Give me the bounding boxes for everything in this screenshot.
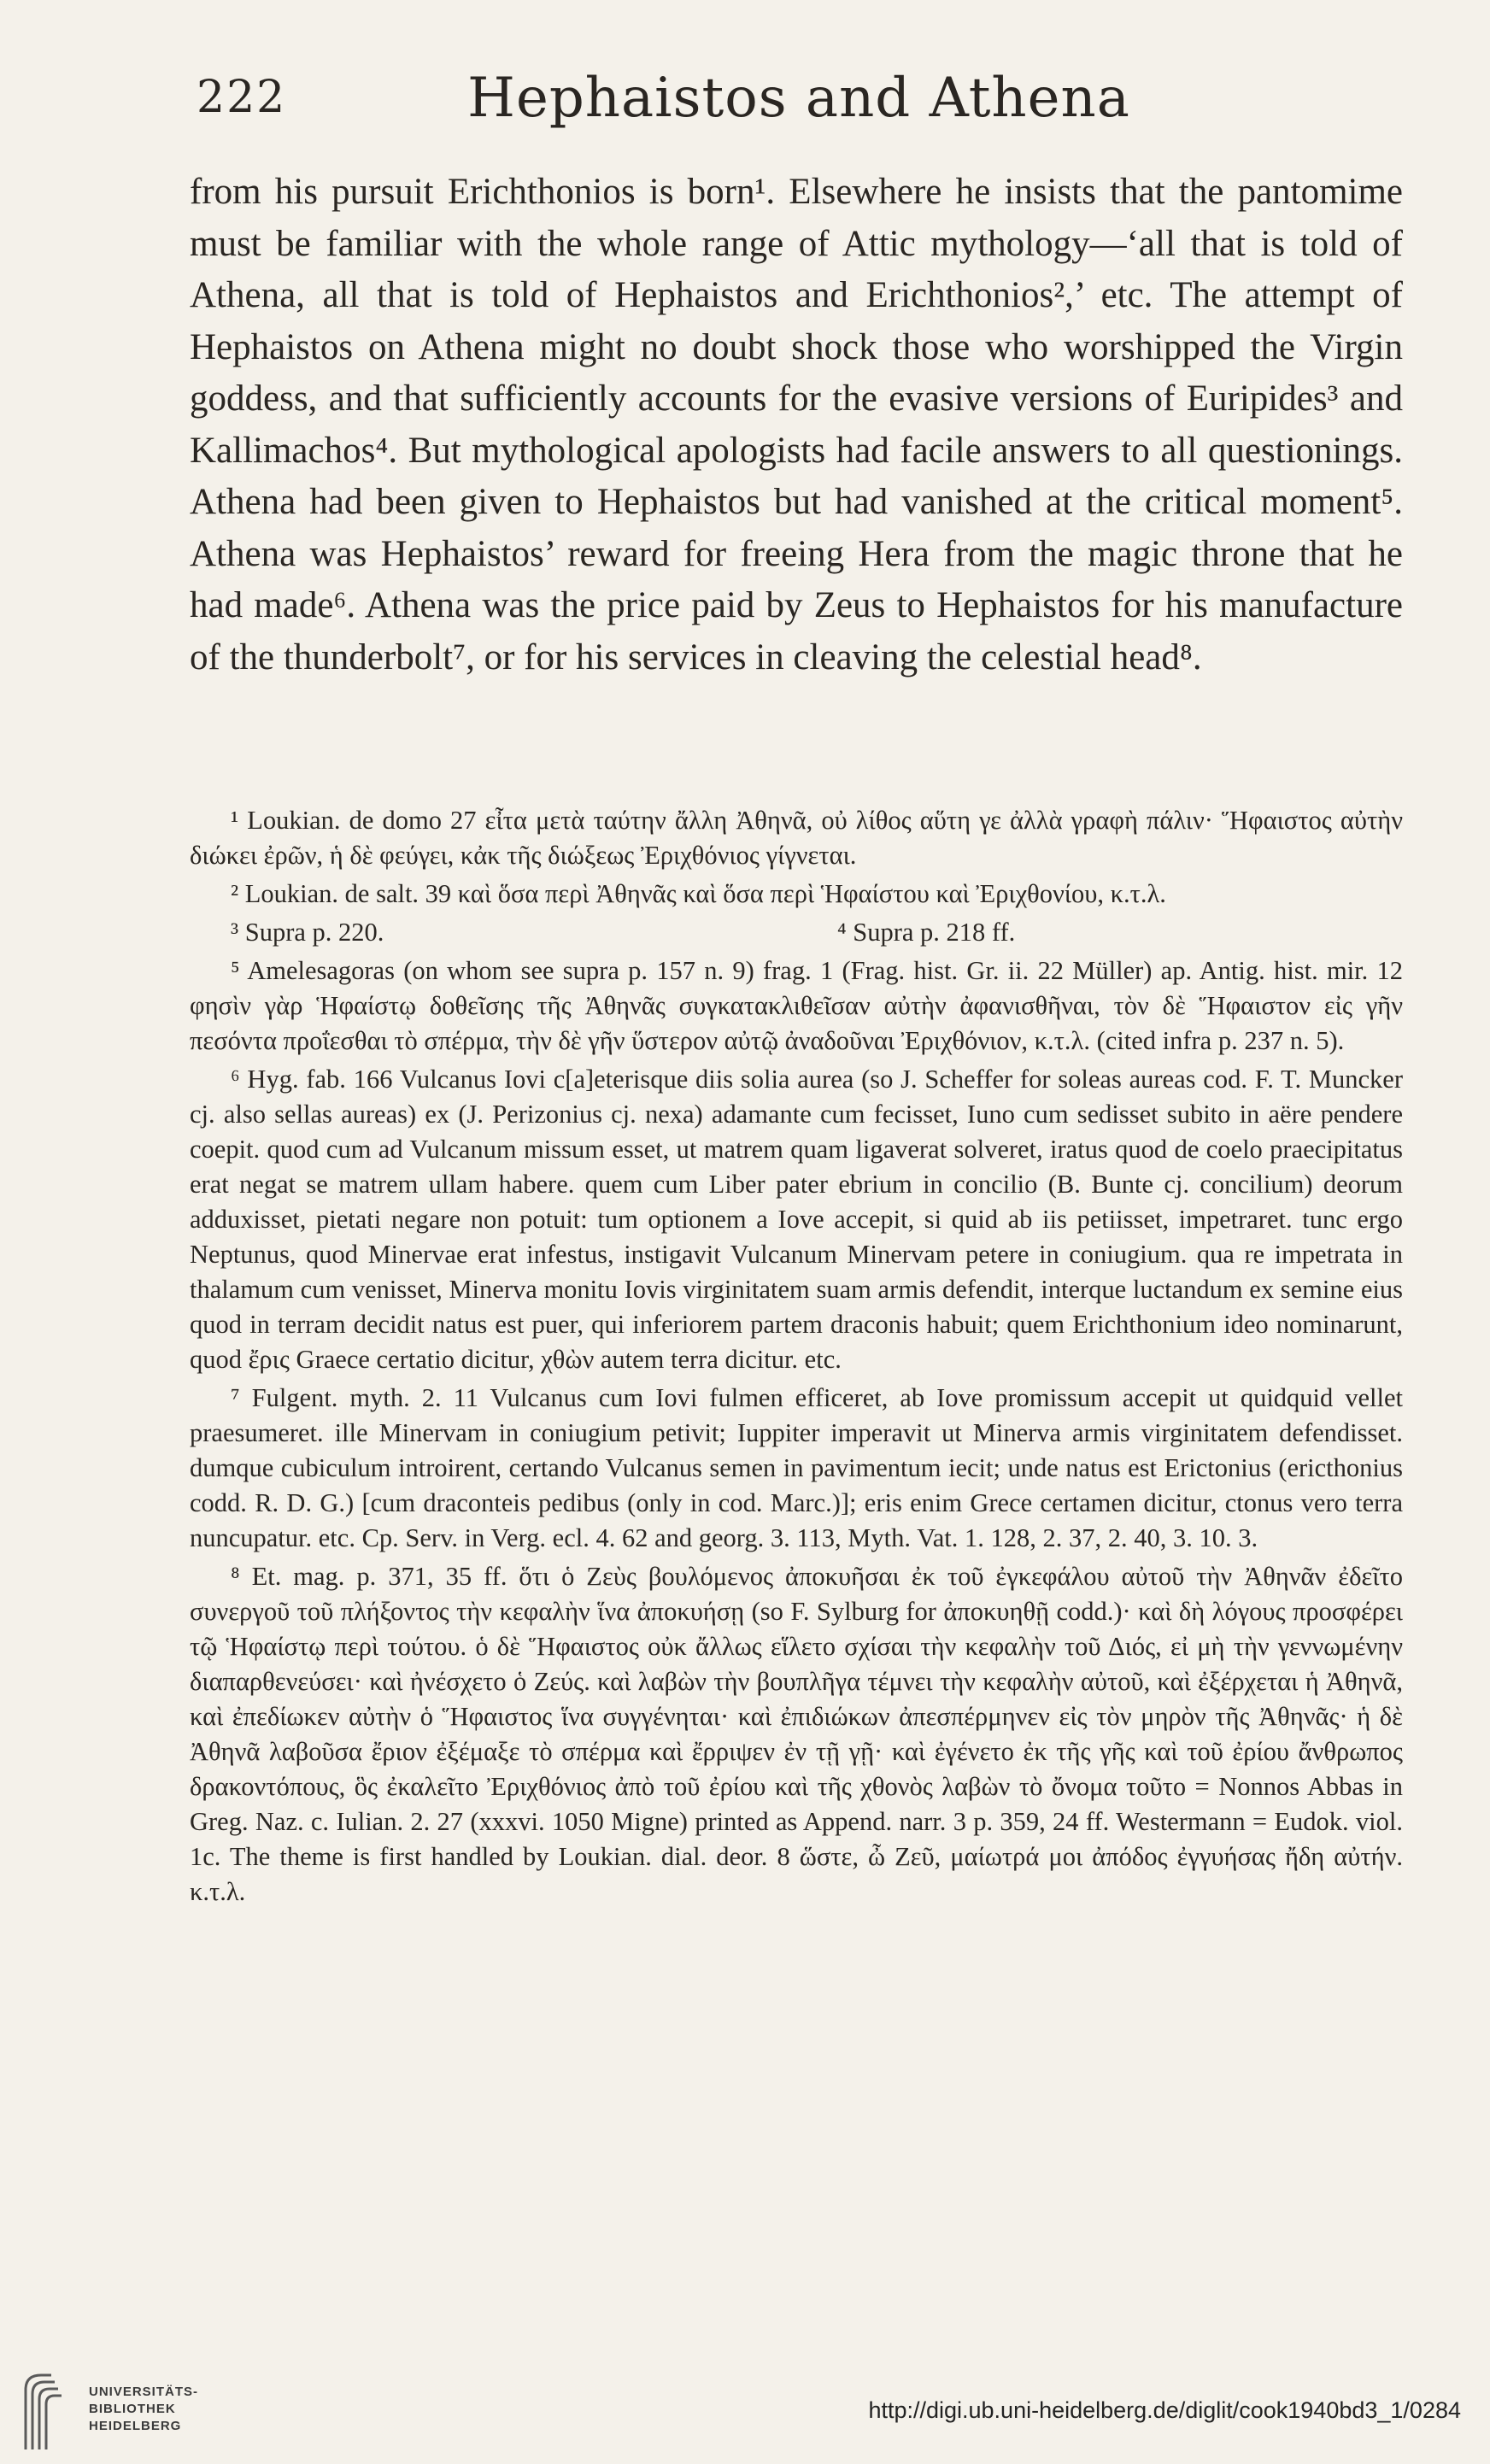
digitization-footer	[0, 2358, 1490, 2464]
footnote-5: ⁵ Amelesagoras (on whom see supra p. 157 n. 9) frag. 1 (Frag. hist. Gr. ii. 22 Müller) ap. Antig. hist. mir. 12 φησὶν γὰρ Ἡφαίστῳ δοθεῖσης τῆς Ἀθηνᾶς συγκατακλιθεῖσαν αὐτὴν ἀφανισθῆναι, τὸν δὲ Ἥφαιστον εἰς γῆν πεσόντα προΐεσθαι τὸ σπέρμα, τὴν δὲ γῆν ὕστερον αὐτῷ ἀναδοῦναι Ἐριχθόνιον, κ.τ.λ. (cited infra p. 237 n. 5).	[190, 956, 1403, 1055]
running-title: Hephaistos and Athena	[467, 67, 1130, 130]
page-header	[197, 67, 1401, 144]
footnotes	[190, 803, 1403, 1913]
library-name: UNIVERSITÄTS- BIBLIOTHEK HEIDELBERG	[89, 2385, 199, 2433]
footnote-8: ⁸ Et. mag. p. 371, 35 ff. ὅτι ὁ Ζεὺς βουλόμενος ἀποκυῆσαι ἐκ τοῦ ἐγκεφάλου αὐτοῦ τὴν Ἀθηνᾶν ἐδεῖτο συνεργοῦ τοῦ πλήξοντος τὴν κεφαλὴν ἵνα ἀποκυήσῃ (so F. Sylburg for ἀποκυηθῇ codd.)· καὶ δὴ λόγους προσφέρει τῷ Ἡφαίστῳ περὶ τούτου. ὁ δὲ Ἥφαιστος οὐκ ἄλλως εἵλετο σχίσαι τὴν κεφαλὴν τοῦ Διός, εἰ μὴ τὴν γεννωμένην διαπαρθενεύσει· καὶ ἠνέσχετο ὁ Ζεύς. καὶ λαβὼν τὴν βουπλῆγα τέμνει τὴν κεφαλὴν αὐτοῦ, καὶ ἐξέρχεται ἡ Ἀθηνᾶ, καὶ ἐπεδίωκεν αὐτὴν ὁ Ἥφαιστος ἵνα συγγένηται· καὶ ἐπιδιώκων ἀπεσπέρμηνεν εἰς τὸν μηρὸν τῆς Ἀθηνᾶς· ἡ δὲ Ἀθηνᾶ λαβοῦσα ἔριον ἐξέμαξε τὸ σπέρμα καὶ ἔρριψεν ἐν τῇ γῇ· καὶ ἐγένετο ἐκ τῆς γῆς καὶ τοῦ ἐρίου ἄνθρωπος δρακοντόπους, ὃς ἐκαλεῖτο Ἐριχθόνιος ἀπὸ τοῦ ἐρίου καὶ τῆς χθονὸς λαβὼν τὸ ὄνομα τοῦτο = Nonnos Abbas in Greg. Naz. c. Iulian. 2. 27 (xxxvi. 1050 Migne) printed as Append. narr. 3 p. 359, 24 ff. Westermann = Eudok. viol. 1c. The theme is first handled by Loukian. dial. deor. 8 ὥστε, ὦ Ζεῦ, μαίωτρά μοι ἀπόδος ἐγγυήσας ἤδη αὐτήν. κ.τ.λ.	[190, 1562, 1403, 1906]
library-logo-icon	[17, 2368, 84, 2454]
source-url-link[interactable]: http://digi.ub.uni-heidelberg.de/diglit/cook1940bd3_1/0284	[868, 2397, 1461, 2423]
page-number: 222	[197, 72, 287, 123]
footnote-2: ² Loukian. de salt. 39 καὶ ὅσα περὶ Ἀθηνᾶς καὶ ὅσα περὶ Ἡφαίστου καὶ Ἐριχθονίου, κ.τ.λ.	[231, 879, 1166, 908]
footnote-1: ¹ Loukian. de domo 27 εἶτα μετὰ ταύτην ἄλλη Ἀθηνᾶ, οὐ λίθος αὕτη γε ἀλλὰ γραφὴ πάλιν· Ἥφαιστος αὐτὴν διώκει ἐρῶν, ἡ δὲ φεύγει, κἀκ τῆς διώξεως Ἐριχθόνιος γίγνεται.	[190, 806, 1403, 870]
footnote-6: ⁶ Hyg. fab. 166 Vulcanus Iovi c[a]eterisque diis solia aurea (so J. Scheffer for soleas aureas cod. F. T. Muncker cj. also sellas aureas) ex (J. Perizonius cj. nexa) adamante cum fecisset, Iuno cum sedisset subito in aëre pendere coepit. quod cum ad Vulcanum missum esset, ut matrem quam ligaverat solveret, iratus quod de coelo praecipitatus erat negat se matrem ullam habere. quem cum Liber pater ebrium in concilio (B. Bunte cj. concilium) deorum adduxisset, pietati negare non potuit: tum optionem a Iove accepit, si quid ab iis petiisset, impetraret. tunc ergo Neptunus, quod Minervae erat infestus, instigavit Vulcanum Minervam petere in coniugium. qua re impetrata in thalamum cum venisset, Minerva monitu Iovis virginitatem suam armis defendit, interque luctandum ex semine eius quod in terram decidit natus est puer, qui inferiorem partem draconis habuit; quem Erichthonium ideo nominarunt, quod ἔρις Graece certatio dicitur, χθὼν autem terra dicitur. etc.	[190, 1065, 1403, 1374]
footnote-3: ³ Supra p. 220.	[231, 918, 384, 947]
footnote-4: ⁴ Supra p. 218 ff.	[837, 918, 1016, 947]
footnotes-3-4	[190, 915, 1403, 950]
main-text	[190, 167, 1403, 683]
footnote-7: ⁷ Fulgent. myth. 2. 11 Vulcanus cum Iovi fulmen efficeret, ab Iove promissum accepit ut quidquid vellet praesumeret. ille Minervam in coniugium petivit; Iuppiter imperavit ut Minerva armis virginitatem defendisset. dumque cubiculum introirent, certando Vulcanus semen in pavimentum iecit; unde natus est Erictonius (ericthonius codd. R. D. G.) [cum draconteis pedibus (only in cod. Marc.)]; eris enim Grece certamen dicitur, ctonus vero terra nuncupatur. etc. Cp. Serv. in Verg. ecl. 4. 62 and georg. 3. 113, Myth. Vat. 1. 128, 2. 37, 2. 40, 3. 10. 3.	[190, 1383, 1403, 1552]
body-paragraph: from his pursuit Erichthonios is born¹. Elsewhere he insists that the pantomime must be familiar with the whole range of Attic mythology—‘all that is told of Athena, all that is told of Hephaistos and Erichthonios²,’ etc. The attempt of Hephaistos on Athena might no doubt shock those who worshipped the Virgin goddess, and that sufficiently accounts for the evasive versions of Euripides³ and Kallimachos⁴. But mythological apologists had facile answers to all questionings. Athena had been given to Hephaistos but had vanished at the critical moment⁵. Athena was Hephaistos’ reward for freeing Hera from the magic throne that he had made⁶. Athena was the price paid by Zeus to Hephaistos for his manufacture of the thunderbolt⁷, or for his services in cleaving the celestial head⁸.	[190, 172, 1403, 678]
